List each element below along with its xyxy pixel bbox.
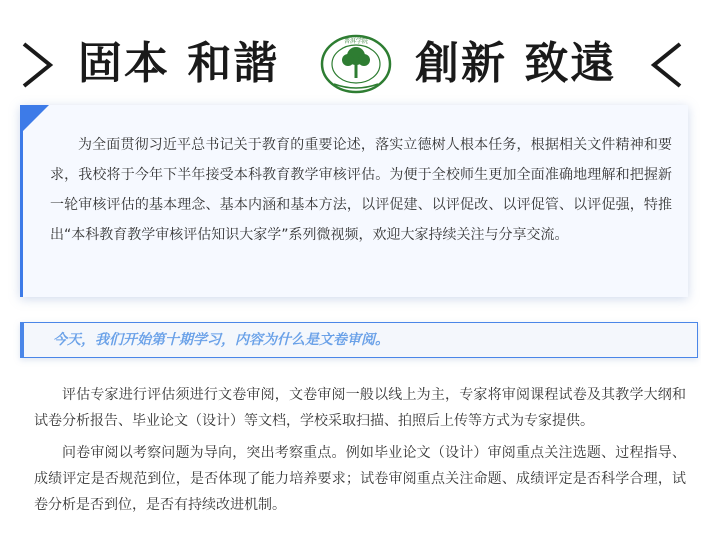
today-callout-text: 今天，我们开始第十期学习，内容为什么是文卷审阅。 [53,332,389,348]
intro-card [20,105,688,297]
body-paragraph-1: 评估专家进行评估须进行文卷审阅，文卷审阅一般以线上为主，专家将审阅课程试卷及其教学大纲和试卷分析报告、毕业论文（设计）等文档，学校采取扫描、拍照后上传等方式为专家提供。 [34,387,686,429]
chevron-right-icon [18,40,56,90]
today-callout [20,322,698,358]
intro-paragraph: 为全面贯彻习近平总书记关于教育的重要论述，落实立德树人根本任务，根据相关文件精神和要求，我校将于今年下半年接受本科教育教学审核评估。为便于全校师生更加全面准确地理解和把握新一轮审核评估的基本理念、基本内涵和基本方法，以评促建、以评促改、以评促管、以评促强，特推出“本科教育教学审核评估知识大家学”系列微视频，欢迎大家持续关注与分享交流。 [50,137,672,243]
corner-accent [23,105,49,131]
motto-left: 固本 和諧 [78,38,280,89]
chevron-left-icon [648,40,686,90]
svg-text:普洱学院: 普洱学院 [343,38,369,45]
university-seal-logo [320,34,392,94]
body-paragraph-2: 问卷审阅以考察问题为导向，突出考察重点。例如毕业论文（设计）审阅重点关注选题、过程指导、成绩评定是否规范到位，是否体现了能力培养要求；试卷审阅重点关注命题、成绩评定是否科学合理，试卷分析是否到位，是否有持续改进机制。 [34,445,686,513]
header-banner [0,0,701,100]
motto-right: 創新 致遠 [415,38,617,89]
